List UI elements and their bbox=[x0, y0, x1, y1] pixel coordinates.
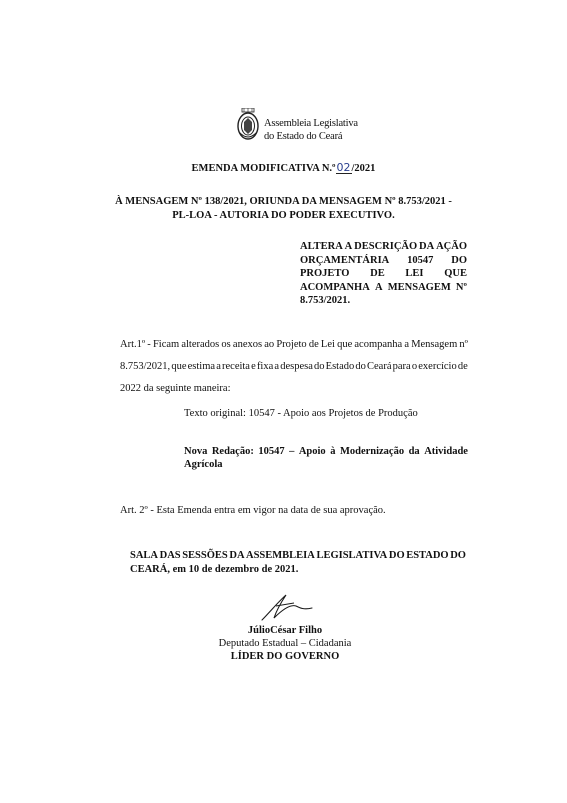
word: Nº bbox=[455, 281, 467, 293]
word: Art.1º bbox=[120, 339, 146, 350]
word: ao bbox=[264, 339, 275, 350]
word: da bbox=[408, 446, 420, 457]
word: Estado bbox=[325, 361, 355, 372]
word: Projeto bbox=[276, 339, 307, 350]
word: os bbox=[221, 339, 231, 350]
word: a bbox=[274, 361, 280, 372]
session-hall-statement bbox=[130, 549, 466, 576]
word: ESTADO bbox=[406, 550, 449, 561]
word: Mensagem bbox=[411, 339, 458, 350]
word: do bbox=[314, 361, 325, 372]
word: - bbox=[147, 339, 151, 350]
logo-line-2: do Estado do Ceará bbox=[264, 131, 343, 142]
article-2: Art. 2º - Esta Emenda entra em vigor na data de sua aprovação. bbox=[120, 505, 386, 516]
word: A bbox=[374, 281, 383, 293]
word: a bbox=[216, 361, 221, 372]
word: Modernização bbox=[339, 446, 405, 457]
word: Atividade bbox=[424, 446, 468, 457]
word: DA bbox=[419, 241, 435, 252]
ementa-block bbox=[300, 240, 467, 308]
article-1-line-1 bbox=[120, 334, 468, 356]
word: DAS bbox=[159, 550, 181, 561]
title-number-handwritten: 02 bbox=[336, 161, 351, 174]
signer-block bbox=[170, 624, 400, 663]
signer-name: JúlioCésar Filho bbox=[247, 625, 323, 636]
word: SESSÕES bbox=[182, 550, 228, 561]
document-subtitle bbox=[0, 195, 567, 222]
word: A bbox=[344, 241, 353, 252]
word: Ficam bbox=[152, 339, 180, 350]
new-wording-line-1 bbox=[184, 446, 468, 459]
ementa-line-2 bbox=[300, 254, 467, 268]
word: DE bbox=[370, 268, 385, 279]
institution-logo-text bbox=[264, 117, 358, 143]
word: de bbox=[457, 361, 468, 372]
new-wording bbox=[184, 446, 468, 471]
word: SALA bbox=[130, 550, 159, 561]
word: PROJETO bbox=[300, 268, 350, 279]
signer-title: LÍDER DO GOVERNO bbox=[230, 651, 340, 662]
word: DESCRIÇÃO bbox=[354, 241, 418, 252]
word: MENSAGEM bbox=[387, 281, 451, 293]
word: ACOMPANHA bbox=[300, 281, 370, 293]
word: DO bbox=[388, 550, 405, 561]
word: alterados bbox=[181, 339, 220, 350]
document-title bbox=[0, 163, 567, 174]
word: DO bbox=[451, 254, 467, 266]
word: LEI bbox=[405, 268, 424, 279]
word: e bbox=[251, 361, 256, 372]
ementa-line-4 bbox=[300, 281, 467, 295]
word: Apoio bbox=[298, 446, 326, 457]
word: DO bbox=[450, 550, 466, 561]
word: 8.753/2021, bbox=[120, 361, 171, 372]
word: de bbox=[308, 339, 319, 350]
word: LEGISLATIVA bbox=[316, 550, 388, 561]
word: Nova bbox=[184, 446, 208, 457]
word: Ceará bbox=[367, 361, 392, 372]
article-1-line-2 bbox=[120, 356, 468, 378]
word: exercício bbox=[418, 361, 457, 372]
word: à bbox=[330, 446, 336, 457]
logo-line-1: Assembleia Legislativa bbox=[264, 118, 358, 129]
handwritten-signature bbox=[256, 592, 316, 622]
ementa-line-1 bbox=[300, 240, 467, 254]
word: nº bbox=[459, 339, 468, 350]
word: 10547 bbox=[407, 254, 434, 266]
session-line-2: CEARÁ, em 10 de dezembro de 2021. bbox=[130, 563, 299, 575]
word: QUE bbox=[444, 268, 467, 279]
word: fixa bbox=[256, 361, 274, 372]
word: para bbox=[392, 361, 411, 372]
signer-role: Deputado Estadual – Cidadania bbox=[218, 638, 352, 649]
word: 10547 bbox=[258, 446, 285, 457]
subtitle-line-2: PL-LOA - AUTORIA DO PODER EXECUTIVO. bbox=[172, 209, 395, 221]
word: estima bbox=[187, 361, 216, 372]
word: ORÇAMENTÁRIA bbox=[300, 254, 390, 266]
word: que bbox=[171, 361, 187, 372]
title-prefix: EMENDA MODIFICATIVA N.º bbox=[191, 163, 336, 174]
word: acompanha bbox=[354, 339, 403, 350]
word: – bbox=[289, 446, 295, 457]
subtitle-line-1: À MENSAGEM Nº 138/2021, ORIUNDA DA MENSAGEM Nº 8.753/2021 - bbox=[115, 196, 452, 207]
word: anexos bbox=[232, 339, 263, 350]
new-wording-line-2: Agrícola bbox=[184, 458, 223, 470]
word: despesa bbox=[280, 361, 313, 372]
word: do bbox=[355, 361, 366, 372]
word: que bbox=[337, 339, 353, 350]
word: a bbox=[404, 339, 410, 350]
article-1 bbox=[120, 334, 468, 400]
word: ALTERA bbox=[300, 241, 343, 252]
word: o bbox=[411, 361, 418, 372]
word: AÇÃO bbox=[436, 241, 467, 252]
ementa-line-3 bbox=[300, 267, 467, 281]
ementa-line-5: 8.753/2021. bbox=[300, 295, 351, 306]
word: DA ASSEMBLEIA bbox=[229, 550, 315, 561]
word: Lei bbox=[320, 339, 335, 350]
session-line-1 bbox=[130, 549, 466, 563]
coat-of-arms-icon bbox=[236, 108, 260, 142]
original-text: Texto original: 10547 - Apoio aos Projetos de Produção bbox=[184, 408, 418, 419]
word: receita bbox=[222, 361, 250, 372]
title-suffix: /2021 bbox=[351, 163, 376, 174]
article-1-line-3: 2022 da seguinte maneira: bbox=[120, 383, 231, 394]
word: Redação: bbox=[211, 446, 254, 457]
